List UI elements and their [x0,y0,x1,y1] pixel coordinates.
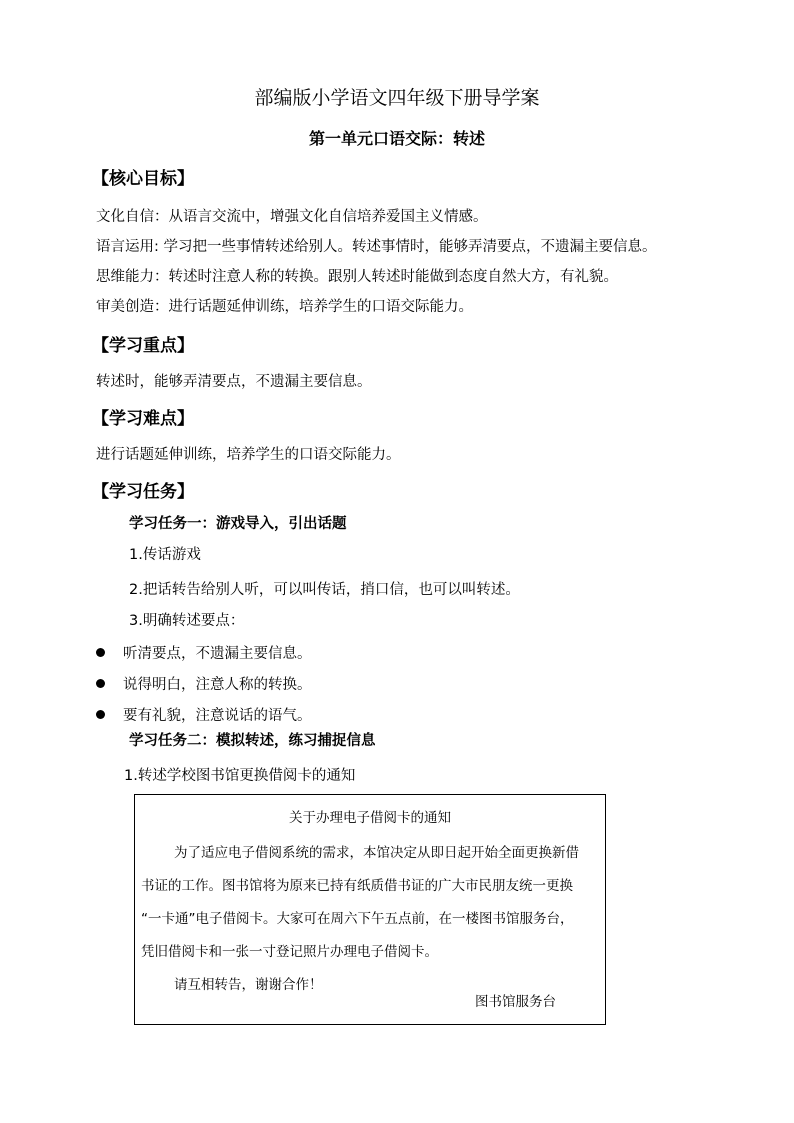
document-title: 部编版小学语文四年级下册导学案 [254,87,540,109]
notice-line: 书证的工作。图书馆将为原来已持有纸质借书证的广大市民朋友统一更换 [141,878,573,894]
notice-line: 为了适应电子借阅系统的需求，本馆决定从即日起开始全面更换新借 [174,845,579,861]
bullet-text: 说得明白，注意人称的转换。 [123,677,312,693]
notice-box [134,794,606,1025]
goal-line: 文化自信：从语言交流中，增强文化自信培养爱国主义情感。 [96,209,488,225]
bullet-item [96,704,312,728]
goal-line: 思维能力：转述时注意人称的转换。跟别人转述时能做到态度自然大方，有礼貌。 [96,269,618,285]
difficulty-line: 进行话题延伸训练，培养学生的口语交际能力。 [96,447,401,463]
goal-line: 审美创造：进行话题延伸训练，培养学生的口语交际能力。 [96,299,473,315]
section-heading-key: 【学习重点】 [92,336,194,356]
section-heading-tasks: 【学习任务】 [92,482,194,502]
bullet-text: 听清要点，不遗漏主要信息。 [123,646,312,662]
section-heading-goals: 【核心目标】 [92,169,194,189]
task1-item: 1.传话游戏 [129,547,201,563]
task2-title: 学习任务二：模拟转述，练习捕捉信息 [129,732,376,749]
notice-line: 凭旧借阅卡和一张一寸登记照片办理电子借阅卡。 [141,944,438,960]
bullet-icon [96,710,105,719]
notice-body [141,837,603,1002]
notice-line: “一卡通”电子借阅卡。大家可在周六下午五点前，在一楼图书馆服务台， [141,911,574,927]
document-subtitle: 第一单元口语交际：转述 [308,129,485,148]
notice-title: 关于办理电子借阅卡的通知 [289,810,451,826]
goal-line: 语言运用: 学习把一些事情转述给别人。转述事情时，能够弄清要点，不遗漏主要信息。 [96,239,657,255]
bullet-text: 要有礼貌，注意说话的语气。 [123,708,312,724]
notice-line: 请互相转告，谢谢合作！ [174,977,323,993]
bullet-icon [96,648,105,657]
bullet-icon [96,679,105,688]
bullet-item [96,642,312,666]
key-point-line: 转述时，能够弄清要点，不遗漏主要信息。 [96,374,372,390]
task1-item: 2.把话转告给别人听，可以叫传话，捎口信，也可以叫转述。 [129,582,520,598]
bullet-item [96,673,312,697]
notice-signature: 图书馆服务台 [475,994,556,1010]
task1-title: 学习任务一：游戏导入，引出话题 [129,515,347,532]
task2-item: 1.转述学校图书馆更换借阅卡的通知 [124,768,356,784]
task1-item: 3.明确转述要点： [129,613,245,629]
section-heading-difficulty: 【学习难点】 [92,409,194,429]
